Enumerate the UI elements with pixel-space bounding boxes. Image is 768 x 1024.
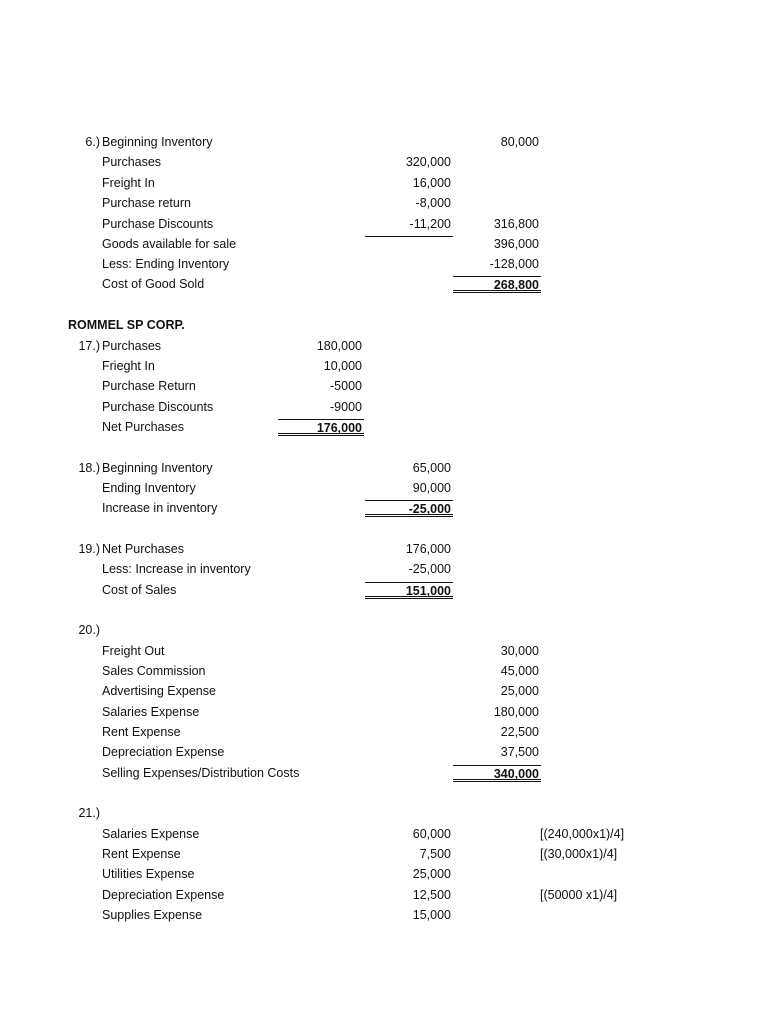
sec17-row-3 <box>0 378 768 398</box>
sec6-label: Goods available for sale <box>102 237 237 251</box>
sec21-note: [(50000 x1)/4] <box>540 888 618 902</box>
sec6-value: 316,800 <box>493 217 539 231</box>
sec6-label: Cost of Good Sold <box>102 277 205 291</box>
sec17-label: Purchases <box>102 339 162 353</box>
sec6-row-1 <box>0 134 768 154</box>
sec19-row-1 <box>0 541 768 561</box>
sec17-value: -5000 <box>330 379 362 393</box>
sec6-number: 6.) <box>85 135 100 149</box>
sec6-subtotal-rule <box>365 236 453 237</box>
sec17-number: 17.) <box>78 339 100 353</box>
sec20-number: 20.) <box>78 623 100 637</box>
sec20-heading-row <box>0 622 768 642</box>
company-heading-row <box>0 317 768 337</box>
sec6-value: 320,000 <box>405 155 451 169</box>
sec21-row-1 <box>0 826 768 846</box>
sec17-value: -9000 <box>330 400 362 414</box>
sec20-value: 45,000 <box>500 664 539 678</box>
sec20-label: Rent Expense <box>102 725 181 739</box>
sec19-label: Net Purchases <box>102 542 184 556</box>
sec18-total: -25,000 <box>365 500 453 517</box>
sec19-label: Less: Increase in inventory <box>102 562 251 576</box>
sec6-label: Purchase return <box>102 196 191 210</box>
sec20-row-3 <box>0 683 768 703</box>
sec6-value: 80,000 <box>500 135 539 149</box>
sec21-value: 60,000 <box>412 827 451 841</box>
sec17-value: 10,000 <box>323 359 362 373</box>
sec18-label: Ending Inventory <box>102 481 196 495</box>
sec19-label: Cost of Sales <box>102 583 177 597</box>
sec6-value: 396,000 <box>493 237 539 251</box>
sec20-total: 340,000 <box>453 765 541 782</box>
sec17-row-4 <box>0 399 768 419</box>
sec17-row-2 <box>0 358 768 378</box>
sec20-label: Selling Expenses/Distribution Costs <box>102 766 300 780</box>
sec20-row-7 <box>0 765 768 785</box>
sec21-row-5 <box>0 907 768 927</box>
sec21-note: [(240,000x1)/4] <box>540 827 625 841</box>
sec20-label: Sales Commission <box>102 664 206 678</box>
sec6-row-6 <box>0 236 768 256</box>
sec19-total: 151,000 <box>365 582 453 599</box>
sec20-row-4 <box>0 704 768 724</box>
sec21-label: Rent Expense <box>102 847 181 861</box>
sec6-row-4 <box>0 195 768 215</box>
sec21-row-2 <box>0 846 768 866</box>
sec6-label: Freight In <box>102 176 155 190</box>
sec20-value: 22,500 <box>500 725 539 739</box>
sec6-value: 16,000 <box>412 176 451 190</box>
sec20-label: Advertising Expense <box>102 684 216 698</box>
sec19-row-3 <box>0 582 768 602</box>
sec6-row-3 <box>0 175 768 195</box>
sec18-label: Increase in inventory <box>102 501 218 515</box>
sec6-label: Beginning Inventory <box>102 135 213 149</box>
sec21-label: Supplies Expense <box>102 908 203 922</box>
sec17-label: Net Purchases <box>102 420 184 434</box>
sec19-value: 176,000 <box>405 542 451 556</box>
sec21-note: [(30,000x1)/4] <box>540 847 618 861</box>
sec17-label: Purchase Discounts <box>102 400 214 414</box>
sec18-row-2 <box>0 480 768 500</box>
sec21-label: Depreciation Expense <box>102 888 225 902</box>
sec18-label: Beginning Inventory <box>102 461 213 475</box>
sec21-heading-row <box>0 805 768 825</box>
sec20-row-6 <box>0 744 768 764</box>
sec18-value: 90,000 <box>412 481 451 495</box>
sec17-label: Purchase Return <box>102 379 196 393</box>
sec6-row-2 <box>0 154 768 174</box>
sec18-number: 18.) <box>78 461 100 475</box>
sec21-value: 25,000 <box>412 867 451 881</box>
sec19-number: 19.) <box>78 542 100 556</box>
sec17-row-5 <box>0 419 768 439</box>
sec21-value: 15,000 <box>412 908 451 922</box>
sec6-value: -128,000 <box>489 257 539 271</box>
sec21-value: 7,500 <box>419 847 451 861</box>
sec21-number: 21.) <box>78 806 100 820</box>
sec20-label: Freight Out <box>102 644 165 658</box>
sec20-value: 25,000 <box>500 684 539 698</box>
sec20-value: 30,000 <box>500 644 539 658</box>
sec20-row-2 <box>0 663 768 683</box>
sec21-value: 12,500 <box>412 888 451 902</box>
sec20-value: 37,500 <box>500 745 539 759</box>
sec20-label: Depreciation Expense <box>102 745 225 759</box>
sec20-row-5 <box>0 724 768 744</box>
sec6-label: Purchases <box>102 155 162 169</box>
sec17-row-1 <box>0 338 768 358</box>
sec19-row-2 <box>0 561 768 581</box>
sec21-row-3 <box>0 866 768 886</box>
sec18-row-3 <box>0 500 768 520</box>
sec17-value: 180,000 <box>316 339 362 353</box>
sec6-row-7 <box>0 256 768 276</box>
sec6-row-8 <box>0 276 768 296</box>
sec21-label: Utilities Expense <box>102 867 195 881</box>
sec6-label: Less: Ending Inventory <box>102 257 230 271</box>
sec6-value: -11,200 <box>409 217 451 231</box>
sec6-value: -8,000 <box>415 196 451 210</box>
sec18-value: 65,000 <box>412 461 451 475</box>
sec21-row-4 <box>0 887 768 907</box>
sec17-total: 176,000 <box>278 419 364 436</box>
sec20-value: 180,000 <box>493 705 539 719</box>
sec17-label: Frieght In <box>102 359 155 373</box>
sec20-row-1 <box>0 643 768 663</box>
sec6-label: Purchase Discounts <box>102 217 214 231</box>
sec6-total: 268,800 <box>453 276 541 293</box>
company-name: ROMMEL SP CORP. <box>68 318 185 332</box>
sec6-row-5 <box>0 216 768 236</box>
sec19-value: -25,000 <box>408 562 451 576</box>
sec21-label: Salaries Expense <box>102 827 200 841</box>
sec20-label: Salaries Expense <box>102 705 200 719</box>
sec18-row-1 <box>0 460 768 480</box>
